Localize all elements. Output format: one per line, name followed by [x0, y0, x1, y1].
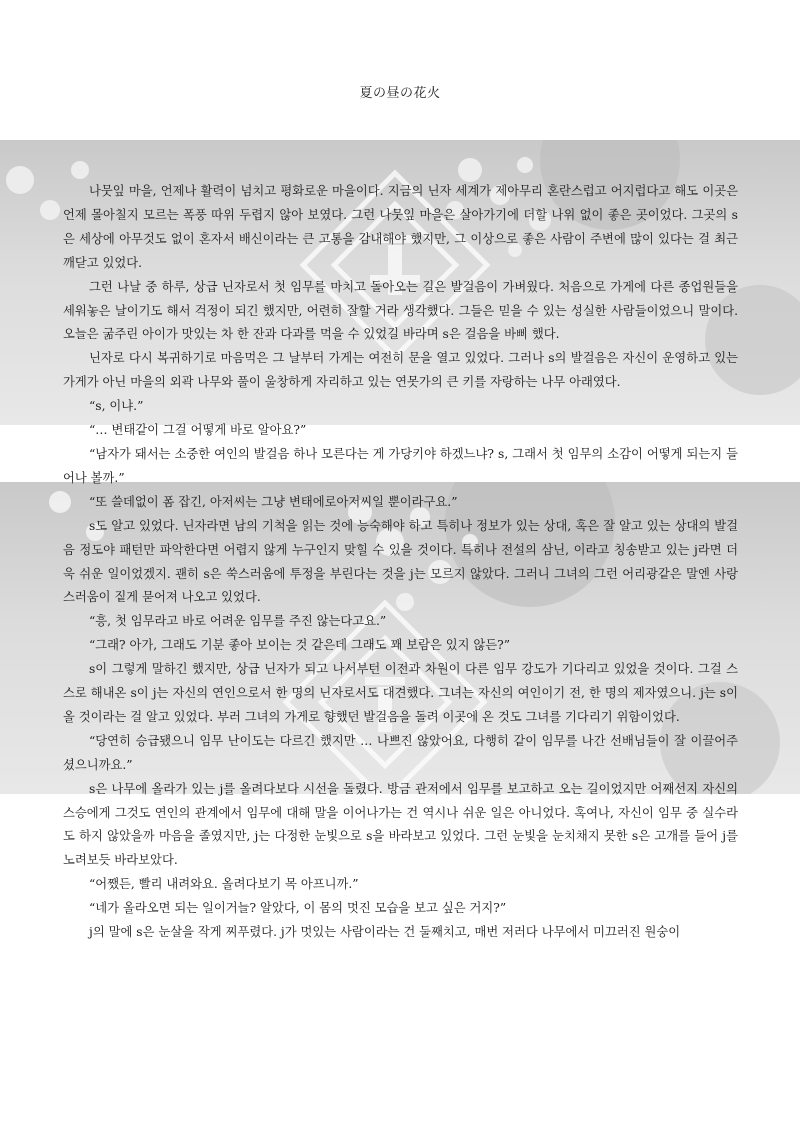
paragraph: s이 그렇게 말하긴 했지만, 상급 닌자가 되고 나서부턴 이전과 차원이 다른 임무 강도가 기다리고 있었을 것이다. 그걸 스스로 해내온 s이 j는 자신의 연인으로서 한 명의 닌자로서도 대견했다. 그녀는 자신의 여인이기 전, 한 명의 제자였으니. j는 s이 올 것이라는 걸 알고 있었다. 부러 그녀의 가게로 향했던 발걸음을 돌려 이곳에 온 것도 그녀를 기다리기 위함이었다.: [63, 662, 738, 724]
dialogue-line: “남자가 돼서는 소중한 여인의 발걸음 하나 모른다는 게 가당키야 하겠느냐? s, 그래서 첫 임무의 소감이 어떻게 되는지 들어나 볼까.”: [63, 446, 738, 485]
dialogue-line: “어쨌든, 빨리 내려와요. 올려다보기 목 아프니까.”: [89, 877, 359, 892]
story-body: [63, 180, 738, 945]
dialogue-line: “… 변태같이 그걸 어떻게 바로 알아요?”: [89, 423, 307, 438]
paragraph: 닌자로 다시 복귀하기로 마음먹은 그 날부터 가게는 여전히 문을 열고 있었다. 그러나 s의 발걸음은 자신이 운영하고 있는 가게가 아닌 마을의 외곽 나무와 풀이 울창하게 자리하고 있는 연못가의 큰 키를 자랑하는 나무 아래였다.: [63, 351, 738, 390]
dialogue-line: “그래? 아가, 그래도 기분 좋아 보이는 것 같은데 그래도 꽤 보람은 있지 않든?”: [89, 638, 511, 653]
paragraph: s은 나무에 올라가 있는 j를 올려다보다 시선을 돌렸다. 방금 관저에서 임무를 보고하고 오는 길이었지만 어째선지 자신의 스승에게 그것도 연인의 관계에서 임무에 대해 말을 이어나가는 건 역시나 쉬운 일은 아니었다. 혹여나, 자신이 임무 중 실수라도 하지 않았을까 마음을 졸였지만, j는 다정한 눈빛으로 s을 바라보고 있었다. 그런 눈빛을 눈치채지 못한 s은 고개를 들어 j를 노려보듯 바라보았다.: [63, 781, 738, 868]
paragraph: j의 말에 s은 눈살을 작게 찌푸렸다. j가 멋있는 사람이라는 건 둘째치고, 매번 저러다 나무에서 미끄러진 원숭이: [89, 925, 681, 940]
dialogue-line: “s, 이냐.”: [89, 399, 144, 414]
paragraph: s도 알고 있었다. 닌자라면 남의 기척을 읽는 것에 능숙해야 하고 특히나 정보가 있는 상대, 혹은 잘 알고 있는 상대의 발걸음 정도야 패턴만 파악한다면 어렵지 않게 누구인지 맞힐 수 있을 것이다. 특히나 전설의 삼닌, 이라고 칭송받고 있는 j라면 더욱 쉬운 일이었겠지. 괜히 s은 쑥스러움에 투정을 부린다는 것을 j는 모르지 않았다. 그러니 그녀의 그런 어리광같은 말엔 사랑스러움이 짙게 묻어져 나오고 있었다.: [63, 518, 738, 605]
dialogue-line: “당연히 승급됐으니 임무 난이도는 다르긴 했지만 … 나쁘진 않았어요, 다행히 같이 임무를 나간 선배님들이 잘 이끌어주셨으니까요.”: [63, 733, 738, 772]
paragraph: 나뭇잎 마을, 언제나 활력이 넘치고 평화로운 마을이다. 지금의 닌자 세계가 제아무리 혼란스럽고 어지럽다고 해도 이곳은 언제 몰아칠지 모르는 폭풍 따위 두렵지 않아 보였다. 그런 나뭇잎 마을은 살아가기에 더할 나위 없이 좋은 곳이었다. 그곳의 s은 세상에 아무것도 없이 혼자서 배신이라는 큰 고통을 감내해야 했지만, 그 이상으로 좋은 사람이 주변에 많이 있다는 걸 최근 깨닫고 있었다.: [63, 184, 738, 270]
dialogue-line: “또 쓸데없이 폼 잡긴, 아저씨는 그냥 변태에로아저씨일 뿐이라구요.”: [89, 494, 458, 509]
paragraph: 그런 나날 중 하루, 상급 닌자로서 첫 임무를 마치고 돌아오는 길은 발걸음이 가벼웠다. 처음으로 가게에 다른 종업원들을 세워놓은 날이기도 해서 걱정이 되긴 했지만, 어련히 잘할 거라 생각했다. 그들은 믿을 수 있는 성실한 사람들이었으니 말이다. 오늘은 굶주린 아이가 맛있는 차 한 잔과 다과를 먹을 수 있었길 바라며 s은 걸음을 바삐 했다.: [63, 279, 738, 342]
dialogue-line: “흥, 첫 임무라고 바로 어려운 임무를 주진 않는다고요.”: [89, 614, 387, 629]
dialogue-line: “네가 올라오면 되는 일이거늘? 알았다, 이 몸의 멋진 모습을 보고 싶은 거지?”: [89, 901, 507, 916]
page-title: 夏の昼の花火: [359, 86, 441, 101]
